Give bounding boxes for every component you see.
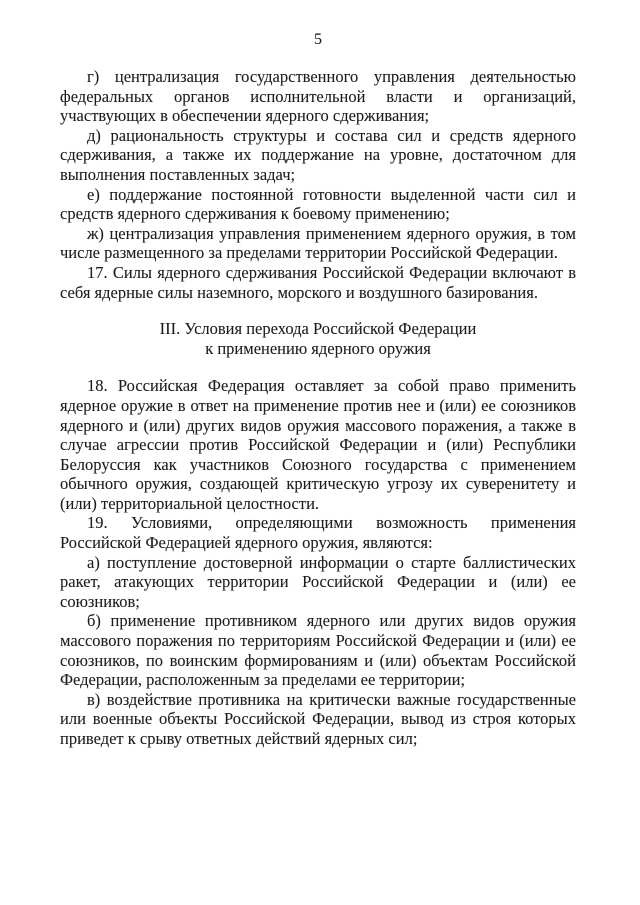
paragraph-18: 18. Российская Федерация оставляет за собой право применить ядерное оружие в ответ на применение против нее и (или) ее союзников ядерного и (или) других видов оружия массового поражения, а также в случае агрессии против Российской Федерации и (или) Республики Белоруссия как участников Союзного государства с применением обычного оружия, создающей критическую угрозу их суверенитету и (или) территориальной целостности. xyxy=(60,376,576,513)
document-body xyxy=(60,67,576,749)
paragraph-item-g: г) централизация государственного управления деятельностью федеральных органов исполнительной власти и организаций, участвующих в обеспечении ядерного сдерживания; xyxy=(60,67,576,126)
paragraph-19-item-v: в) воздействие противника на критически важные государственные или военные объекты Российской Федерации, вывод из строя которых приведет к срыву ответных действий ядерных сил; xyxy=(60,689,576,748)
paragraph-19: 19. Условиями, определяющими возможность применения Российской Федерацией ядерного оружия, являются: xyxy=(60,513,576,553)
page-number: 5 xyxy=(314,31,322,48)
paragraph-item-e: е) поддержание постоянной готовности выделенной части сил и средств ядерного сдерживания к боевому применению; xyxy=(60,184,576,224)
paragraph-19-item-b: б) применение противником ядерного или других видов оружия массового поражения по территориям Российской Федерации и (или) ее союзников, по воинским формированиям и (или) объектам Российской Федерации, расположенным за пределами ее территории; xyxy=(60,611,576,690)
section-heading xyxy=(60,319,576,358)
paragraph-item-zh: ж) централизация управления применением ядерного оружия, в том числе размещенного за пределами территории Российской Федерации. xyxy=(60,223,576,263)
section-heading-line-2: к применению ядерного оружия xyxy=(205,338,431,358)
section-heading-line-1: III. Условия перехода Российской Федерации xyxy=(159,319,477,339)
paragraph-item-d: д) рациональность структуры и состава сил и средств ядерного сдерживания, а также их поддержание на уровне, достаточном для выполнения поставленных задач; xyxy=(60,125,576,184)
paragraph-19-item-a: а) поступление достоверной информации о старте баллистических ракет, атакующих территории Российской Федерации и (или) ее союзников; xyxy=(60,552,576,611)
paragraph-17: 17. Силы ядерного сдерживания Российской Федерации включают в себя ядерные силы наземного, морского и воздушного базирования. xyxy=(60,262,576,302)
